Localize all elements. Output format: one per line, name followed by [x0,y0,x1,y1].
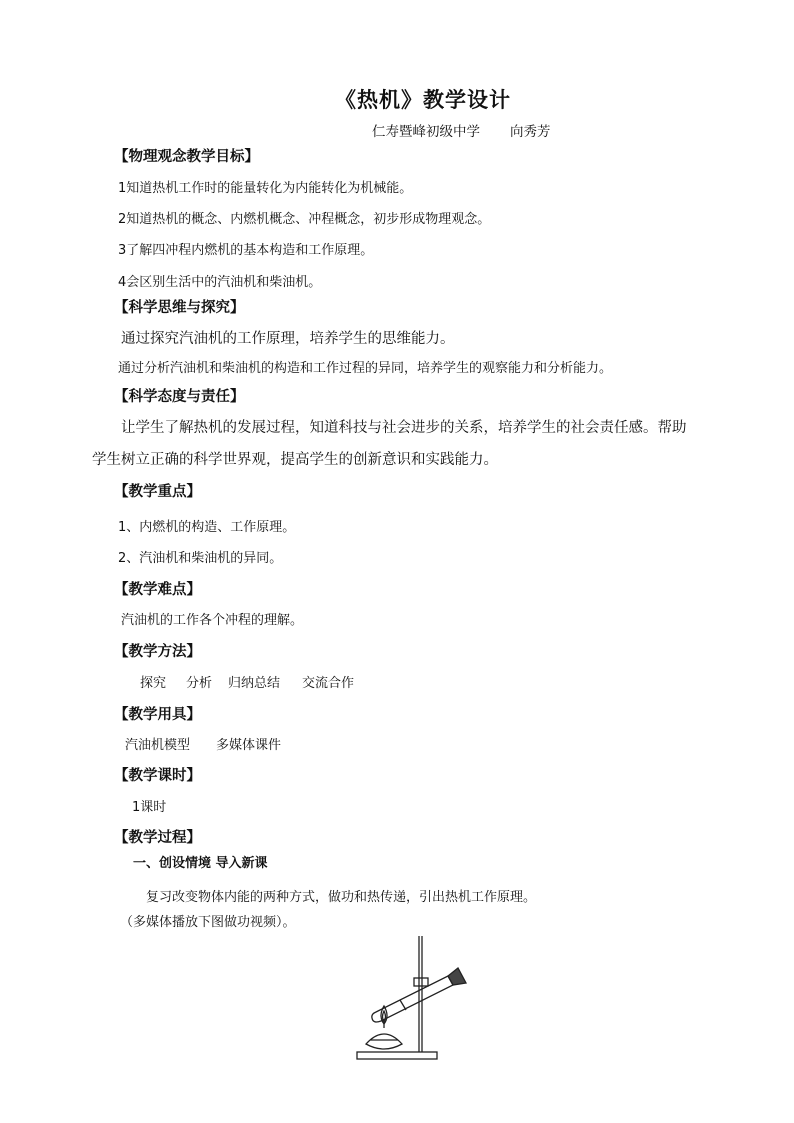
heading-hours: 【教学课时】 [114,768,201,784]
heading-tools: 【教学用具】 [114,707,201,723]
document-title: 《热机》教学设计 [335,88,511,112]
attitude-line: 让学生了解热机的发展过程，知道科技与社会进步的关系，培养学生的社会责任感。帮助 [121,420,687,436]
goal-item: 2知道热机的概念、内燃机概念、冲程概念，初步形成物理观念。 [118,212,491,227]
goal-item: 4会区别生活中的汽油机和柴油机。 [118,275,322,290]
hours-value: 1课时 [132,800,167,815]
focus-item: 2、汽油机和柴油机的异同。 [118,551,283,566]
thinking-item: 通过探究汽油机的工作原理，培养学生的思维能力。 [121,331,455,347]
clamp [414,978,428,986]
process-subheading: 一、创设情境 导入新课 [133,856,268,871]
difficulty-item: 汽油机的工作各个冲程的理解。 [121,613,304,628]
tool-item: 多媒体课件 [216,738,282,753]
stopper [448,968,466,985]
test-tube [372,976,453,1022]
method-item: 分析 [186,676,213,691]
attitude-line: 学生树立正确的科学世界观，提高学生的创新意识和实践能力。 [92,452,498,468]
author-line [372,120,551,140]
author-school: 仁寿暨峰初级中学 [372,124,480,140]
focus-item: 1、内燃机的构造、工作原理。 [118,520,296,535]
stand-base [357,1052,437,1059]
goal-item: 1知道热机工作时的能量转化为内能转化为机械能。 [118,181,413,196]
heading-attitude: 【科学态度与责任】 [114,389,245,405]
liquid-level [400,1000,406,1010]
alcohol-lamp [366,1034,402,1049]
heading-difficulty: 【教学难点】 [114,582,201,598]
tools-list [125,734,281,753]
heading-process: 【教学过程】 [114,830,201,846]
method-item: 归纳总结 [228,676,281,691]
apparatus-illustration [340,928,480,1068]
process-line: 复习改变物体内能的两种方式，做功和热传递，引出热机工作原理。 [146,890,537,905]
goal-item: 3了解四冲程内燃机的基本构造和工作原理。 [118,243,374,258]
heading-physics-goals: 【物理观念教学目标】 [114,149,259,165]
method-item: 探究 [140,676,167,691]
method-item: 交流合作 [302,676,355,691]
heading-focus: 【教学重点】 [114,484,201,500]
heading-methods: 【教学方法】 [114,644,201,660]
author-name: 向秀芳 [510,124,551,140]
flame-inner [383,1011,386,1022]
thinking-item: 通过分析汽油机和柴油机的构造和工作过程的异同，培养学生的观察能力和分析能力。 [118,361,613,376]
heading-thinking: 【科学思维与探究】 [114,300,245,316]
process-line: （多媒体播放下图做功视频）。 [120,915,296,930]
tool-item: 汽油机模型 [125,738,191,753]
methods-list [140,672,354,691]
